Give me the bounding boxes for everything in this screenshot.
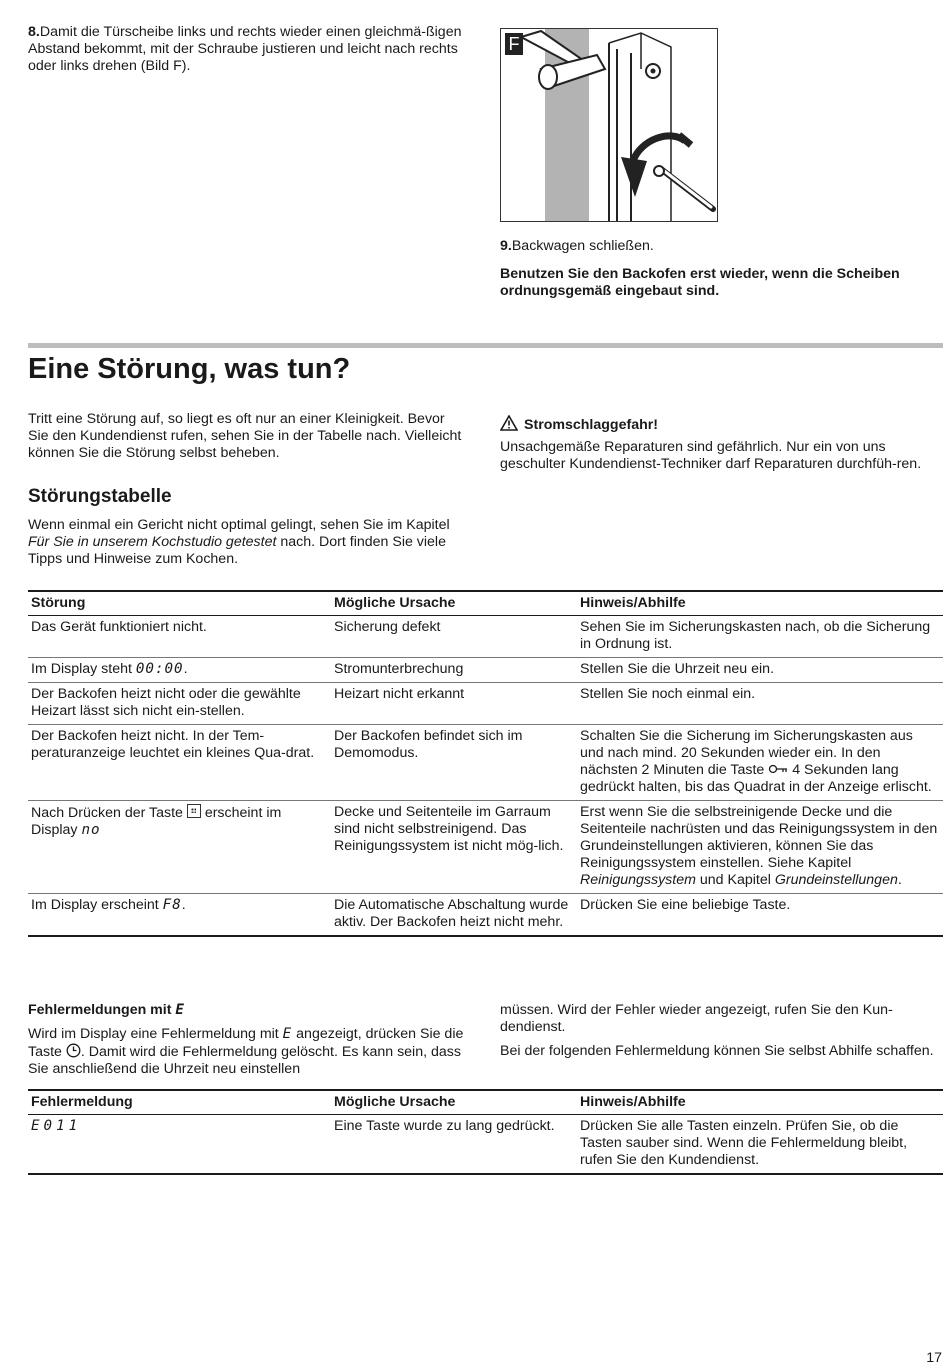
fault-table — [28, 590, 943, 937]
text-part: Im Display steht — [31, 661, 136, 677]
table-header-row — [28, 1090, 943, 1115]
warning-title: Stromschlaggefahr! — [524, 417, 659, 433]
errors-paragraph: Bei der folgenden Fehlermeldung können Sie selbst Abhilfe schaffen. — [500, 1043, 934, 1059]
table-cell: Der Backofen heizt nicht. In der Tem-peraturanzeige leuchtet ein kleines Qua-drat. — [28, 725, 331, 801]
table-cell: Heizart nicht erkannt — [331, 683, 577, 725]
table-row — [28, 801, 943, 894]
text-part: . Damit wird die Fehlermeldung gelöscht. Es kann sein, dass Sie anschließend die Uhrzeit neu einstellen — [28, 1044, 461, 1077]
table-cell — [28, 1115, 331, 1175]
step-text: Backwagen schließen. — [511, 238, 654, 254]
text-part: angezeigt, drücken Sie die Taste — [28, 1026, 464, 1060]
table-cell: Stromunterbrechung — [331, 658, 577, 683]
table-cell — [28, 658, 331, 683]
column-header: Mögliche Ursache — [331, 1090, 577, 1115]
chapter-reference: Für Sie in unserem Kochstudio getestet — [28, 534, 277, 550]
errors-left-column — [28, 1002, 468, 1078]
figure-label: F — [505, 33, 523, 55]
table-cell: Sicherung defekt — [331, 616, 577, 658]
column-header: Hinweis/Abhilfe — [577, 591, 943, 616]
text-part: 4 Sekunden lang gedrückt halten, bis das Quadrat in der Anzeige erlischt. — [580, 762, 932, 795]
table-cell: Drücken Sie eine beliebige Taste. — [577, 894, 943, 937]
table-cell: Eine Taste wurde zu lang gedrückt. — [331, 1115, 577, 1175]
table-row — [28, 658, 943, 683]
table-cell: Decke und Seitenteile im Garraum sind nicht selbstreinigend. Das Reinigungssystem ist nicht mög-lich. — [331, 801, 577, 894]
text-part: nach. Dort finden Sie viele Tipps und Hinweise zum Kochen. — [28, 534, 446, 567]
display-readout: 00:00 — [135, 661, 184, 677]
key-icon — [768, 764, 788, 774]
text-part: . — [183, 661, 188, 677]
text-part: Nach Drücken der Taste — [31, 805, 187, 821]
text-part: . — [897, 872, 902, 888]
table-cell — [28, 801, 331, 894]
table-cell: Das Gerät funktioniert nicht. — [28, 616, 331, 658]
notice-text: Benutzen Sie den Backofen erst wieder, wenn die Scheiben ordnungsgemäß eingebaut sind. — [500, 266, 900, 299]
step-8 — [28, 24, 473, 75]
warning-box — [500, 415, 940, 473]
subsection-text — [28, 517, 463, 568]
table-cell: Der Backofen befindet sich im Demomodus. — [331, 725, 577, 801]
step-text: Damit die Türscheibe links und rechts wieder einen gleichmä-ßigen Abstand bekommt, mit der Schraube justieren und leicht nach rechts oder links drehen (Bild F). — [28, 24, 462, 74]
errors-paragraph: müssen. Wird der Fehler wieder angezeigt, rufen Sie den Kun-dendienst. — [500, 1002, 893, 1035]
errors-title: Fehlermeldungen mit — [28, 1002, 176, 1018]
intro-text: Tritt eine Störung auf, so liegt es oft nur an einer Kleinigkeit. Bevor Sie den Kundendienst rufen, sehen Sie in der Tabelle nach. Vielleicht können Sie die Störung selbst beheben. — [28, 411, 462, 461]
column-header: Mögliche Ursache — [331, 591, 577, 616]
table-row — [28, 894, 943, 937]
text-part: und Kapitel — [695, 872, 775, 888]
display-readout: no — [81, 822, 101, 838]
section-rule — [28, 343, 943, 348]
text-part: erscheint im Display — [31, 805, 282, 838]
table-header-row — [28, 591, 943, 616]
column-header: Störung — [28, 591, 331, 616]
figure-f — [500, 28, 718, 222]
text-part: Erst wenn Sie die selbstreinigende Decke und die Seitenteile nachrüsten und das Reinigungssystem in den Grundeinstellungen aktivieren, können Sie das Reinigungssystem einstellen. Siehe Kapitel — [580, 804, 938, 871]
display-readout: E — [175, 1002, 185, 1018]
table-cell — [28, 894, 331, 937]
errors-right-column — [500, 1002, 940, 1060]
table-cell: Die Automatische Abschaltung wurde aktiv. Der Backofen heizt nicht mehr. — [331, 894, 577, 937]
table-row — [28, 683, 943, 725]
error-table — [28, 1089, 943, 1175]
table-cell — [577, 801, 943, 894]
warning-text: Unsachgemäße Reparaturen sind gefährlich. Nur ein von uns geschulter Kundendienst-Techniker darf Reparaturen durchfüh-ren. — [500, 439, 922, 472]
table-row — [28, 1115, 943, 1175]
table-cell — [577, 725, 943, 801]
page-number: 17 — [926, 1350, 942, 1366]
display-readout: E — [282, 1026, 293, 1042]
table-cell: Stellen Sie noch einmal ein. — [577, 683, 943, 725]
door-adjustment-illustration — [501, 29, 717, 221]
text-part: . — [181, 897, 186, 913]
cleaning-button-icon — [187, 804, 201, 818]
clock-icon — [66, 1043, 81, 1058]
section-title: Eine Störung, was tun? — [28, 353, 351, 385]
table-cell: Stellen Sie die Uhrzeit neu ein. — [577, 658, 943, 683]
text-part: Schalten Sie die Sicherung im Sicherungskasten aus und nach mind. 20 Sekunden wieder ein. In den nächsten 2 Minuten die Taste — [580, 728, 913, 778]
table-row — [28, 616, 943, 658]
step-9 — [500, 238, 940, 255]
display-readout: F8 — [162, 897, 182, 913]
subsection-title: Störungstabelle — [28, 486, 172, 507]
chapter-reference: Reinigungssystem — [580, 872, 696, 888]
column-header: Fehlermeldung — [28, 1090, 331, 1115]
text-part: Wird im Display eine Fehlermeldung mit — [28, 1026, 283, 1042]
text-part: Wenn einmal ein Gericht nicht optimal gelingt, sehen Sie im Kapitel — [28, 517, 450, 533]
step-number: 9. — [500, 238, 512, 254]
chapter-reference: Grundeinstellungen — [774, 872, 898, 888]
warning-triangle-icon — [500, 415, 518, 431]
display-readout: E011 — [31, 1118, 82, 1134]
step-number: 8. — [28, 24, 40, 40]
column-header: Hinweis/Abhilfe — [577, 1090, 943, 1115]
text-part: Im Display erscheint — [31, 897, 163, 913]
table-cell: Der Backofen heizt nicht oder die gewählte Heizart lässt sich nicht ein-stellen. — [28, 683, 331, 725]
table-cell: Drücken Sie alle Tasten einzeln. Prüfen Sie, ob die Tasten sauber sind. Wenn die Fehlermeldung bleibt, rufen Sie den Kundendienst. — [577, 1115, 943, 1175]
table-cell: Sehen Sie im Sicherungskasten nach, ob die Sicherung in Ordnung ist. — [577, 616, 943, 658]
table-row — [28, 725, 943, 801]
